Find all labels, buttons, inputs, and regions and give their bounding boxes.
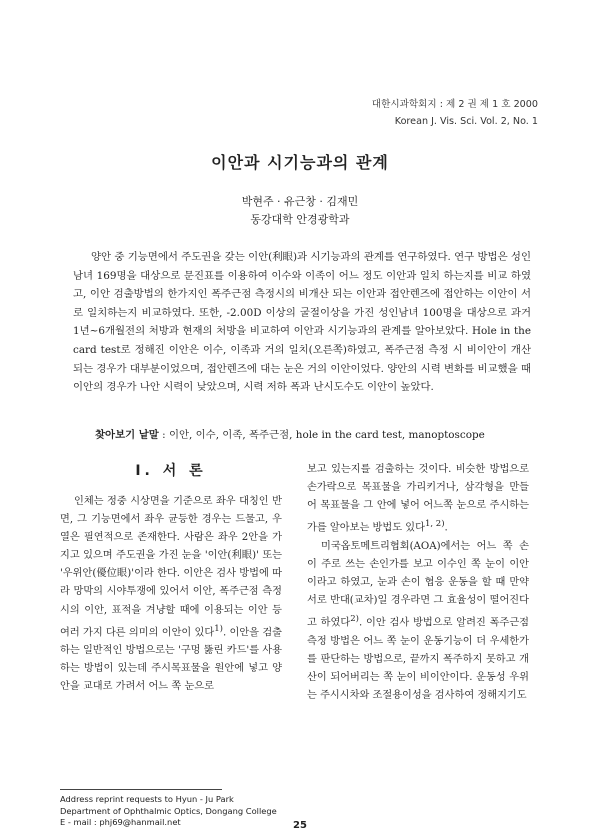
citation: 1) — [214, 623, 223, 634]
journal-header — [372, 96, 538, 130]
author-block — [0, 193, 600, 229]
left-column — [60, 461, 282, 696]
citation: 2) — [350, 614, 359, 625]
body-text: 미국옵토메트리협회(AOA)에서는 어느 쪽 손이 주로 쓰는 손인가를 보고 이수인 쪽 눈이 이안 이라고 하였고, 눈과 손이 협응 운동을 할 때 만약 서로 반대(교차)일 경우라면 그 효율성이 떨어진다고 하였다 — [307, 540, 529, 629]
body-paragraph — [60, 493, 282, 696]
footnote-divider — [60, 789, 222, 790]
journal-korean: 대한시과학회지 : 제 2 권 제 1 호 2000 — [371, 99, 538, 110]
abstract-text: 양안 중 기능면에서 주도권을 갖는 이안(利眼)과 시기능과의 관계를 연구하였다. 연구 방법은 성인 남녀 169명을 대상으로 문진표를 이용하여 이수와 이족이 어느 정도 이안과 일치 하는지를 비교 하였고, 이안 검출방법의 한가지인 폭주근점 측정시의 비개산 되는 이안과 접안렌즈에 접안하는 이안이 서로 일치하는지 비교하였다. 또한, -2.00D 이상의 굴절이상을 가진 성인남녀 100명을 대상으로 과거 1년~6개월전의 처방과 현재의 처방을 비교하여 이안과 시기능과의 관계를 알아보았다. Hole in the card test로 정해진 이안은 이수, 이족과 거의 일치(오른쪽)하였고, 폭주근점 측정 시 비이안이 개산되는 경우가 대부분이었으며, 접안렌즈에 대는 눈은 거의 이안이었다. 양안의 시력 변화를 비교했을 때 이안의 경우가 나안 시력이 낮았으며, 시력 저하 폭과 난시도수도 이안이 높았다. — [73, 251, 531, 394]
keywords-text: : 이안, 이수, 이족, 폭주근점, hole in the card test, manoptoscope — [158, 429, 485, 441]
section-heading: I. 서 론 — [135, 463, 207, 479]
body-paragraph — [307, 538, 529, 705]
right-column — [307, 461, 529, 705]
body-paragraph: 보고 있는지를 검출하는 것이다. 비슷한 방법으로 손가락으로 목표물을 가리키거나, 삼각형을 만들어 목표물을 그 안에 넣어 어느쪽 눈으로 주시하는가를 알아보는 방법도 있다$^{1, 2)}$. — [307, 464, 529, 534]
body-text: . 이안 검사 방법으로 알려진 폭주근점 측정 방법은 어느 쪽 눈이 운동기능이 더 우세한가를 판단하는 방법으로, 끝까지 폭주하지 못하고 개산이 되어버리는 쪽 눈이 비이안이다. 운동성 우위는 주시시차와 조절용이성을 검사하여 정해지기도 — [307, 617, 530, 701]
footnote-line: Department of Ophthalmic Optics, Dongang College — [60, 805, 277, 816]
footnote-line: E - mail : phj69@hanmail.net — [60, 817, 181, 827]
keywords-label: 찾아보기 낱말 — [95, 429, 159, 441]
body-text: 보고 있는지를 검출하는 것이다. 비슷한 방법으로 손가락으로 목표물을 가리키거나, 삼각형을 만들어 목표물을 그 안에 넣어 어느쪽 눈으로 주시하는가를 알아보는 방법도 있다 — [307, 464, 529, 534]
citation: 1, 2) — [424, 519, 445, 530]
body-text: . 이안을 검출하는 일반적인 방법으로는 '구멍 뚫린 카드'를 사용하는 방법이 있는데 주시목표물을 원안에 넣고 양안을 교대로 가려서 어느 쪽 눈으로 — [60, 627, 282, 693]
author-names: 박현주 · 유근창 · 김재민 — [241, 195, 359, 208]
journal-english: Korean J. Vis. Sci. Vol. 2, No. 1 — [394, 116, 538, 127]
author-affiliation: 동강대학 안경광학과 — [250, 213, 350, 226]
body-text: 인체는 정중 시상면을 기준으로 좌우 대칭인 반면, 그 기능면에서 좌우 균등한 경우는 드물고, 우열은 필연적으로 존재한다. 사람은 좌우 2안을 가지고 있으며 주도권을 가진 눈을 '이안(利眼)' 또는 '우위안(優位眼)'이라 한다. 이안은 검사 방법에 따라 망막의 시야투쟁에 있어서 이안, 폭주근점 측정시의 이안, 표적을 겨냥할 때에 이용되는 이안 등 여러 가지 다른 의미의 이안이 있다 — [60, 496, 282, 639]
page-number: 25 — [293, 820, 307, 831]
footnote-line: Address reprint requests to Hyun - Ju Park — [60, 794, 234, 804]
abstract — [73, 248, 531, 397]
paper-title: 이안과 시기능과의 관계 — [211, 153, 389, 172]
keywords — [95, 427, 555, 443]
